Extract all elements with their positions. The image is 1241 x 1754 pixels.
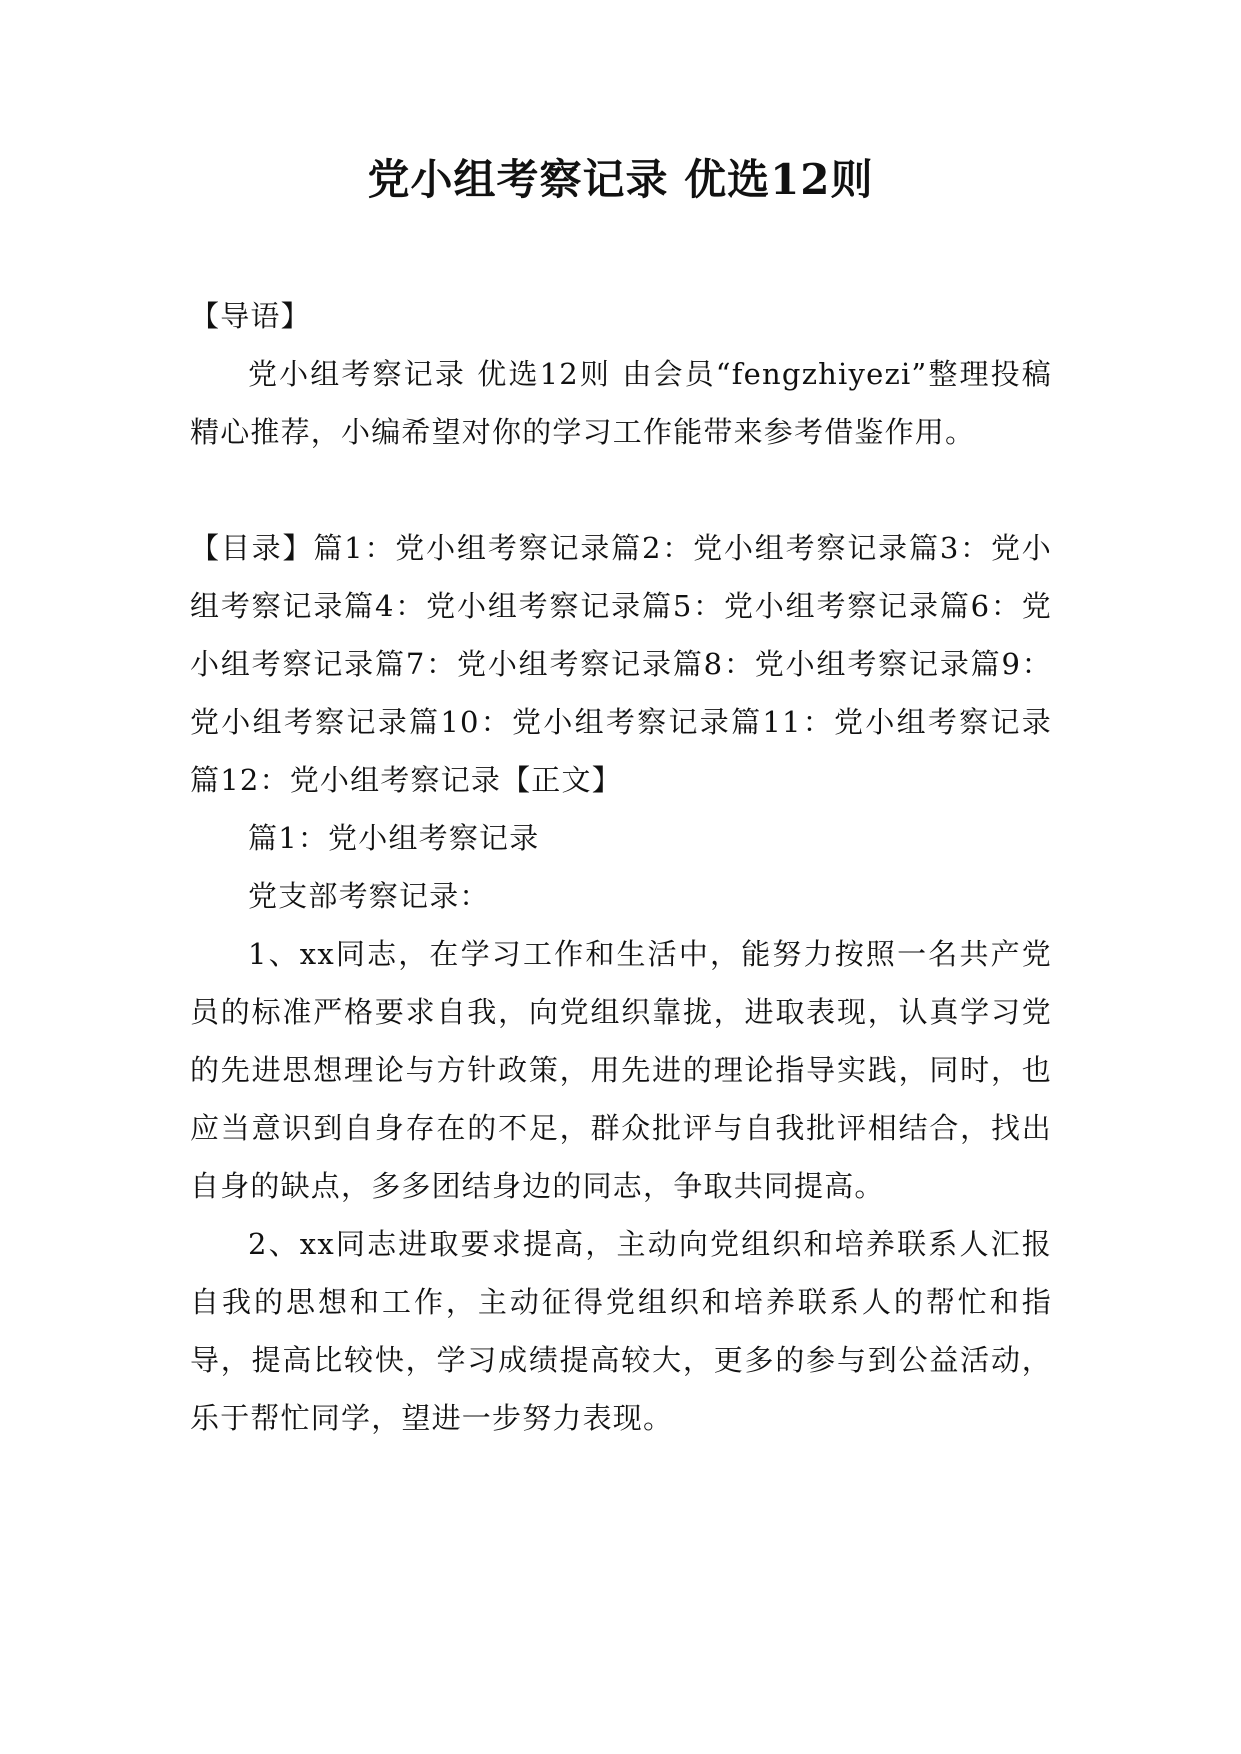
document-title: 党小组考察记录 优选12则	[367, 155, 874, 204]
intro-paragraph: 党小组考察记录 优选12则 由会员“fengzhiyezi”整理投稿精心推荐，小编希望对你的学习工作能带来参考借鉴作用。	[190, 357, 1052, 449]
document-body	[190, 287, 1052, 1447]
table-of-contents: 【目录】篇1：党小组考察记录篇2：党小组考察记录篇3：党小组考察记录篇4：党小组考察记录篇5：党小组考察记录篇6：党小组考察记录篇7：党小组考察记录篇8：党小组考察记录篇9：党小组考察记录篇10：党小组考察记录篇11：党小组考察记录篇12：党小组考察记录【正文】	[190, 531, 1052, 797]
record-label: 党支部考察记录：	[248, 879, 490, 913]
body-paragraph-2: 2、xx同志进取要求提高，主动向党组织和培养联系人汇报自我的思想和工作，主动征得党组织和培养联系人的帮忙和指导，提高比较快，学习成绩提高较大，更多的参与到公益活动，乐于帮忙同学，望进一步努力表现。	[190, 1227, 1052, 1435]
section-heading: 篇1：党小组考察记录	[248, 821, 540, 855]
paragraph-spacer	[190, 461, 1052, 519]
body-paragraph-1: 1、xx同志，在学习工作和生活中，能努力按照一名共产党员的标准严格要求自我，向党组织靠拢，进取表现，认真学习党的先进思想理论与方针政策，用先进的理论指导实践，同时，也应当意识到自身存在的不足，群众批评与自我批评相结合，找出自身的缺点，多多团结身边的同志，争取共同提高。	[190, 937, 1052, 1203]
intro-heading: 【导语】	[190, 299, 311, 333]
